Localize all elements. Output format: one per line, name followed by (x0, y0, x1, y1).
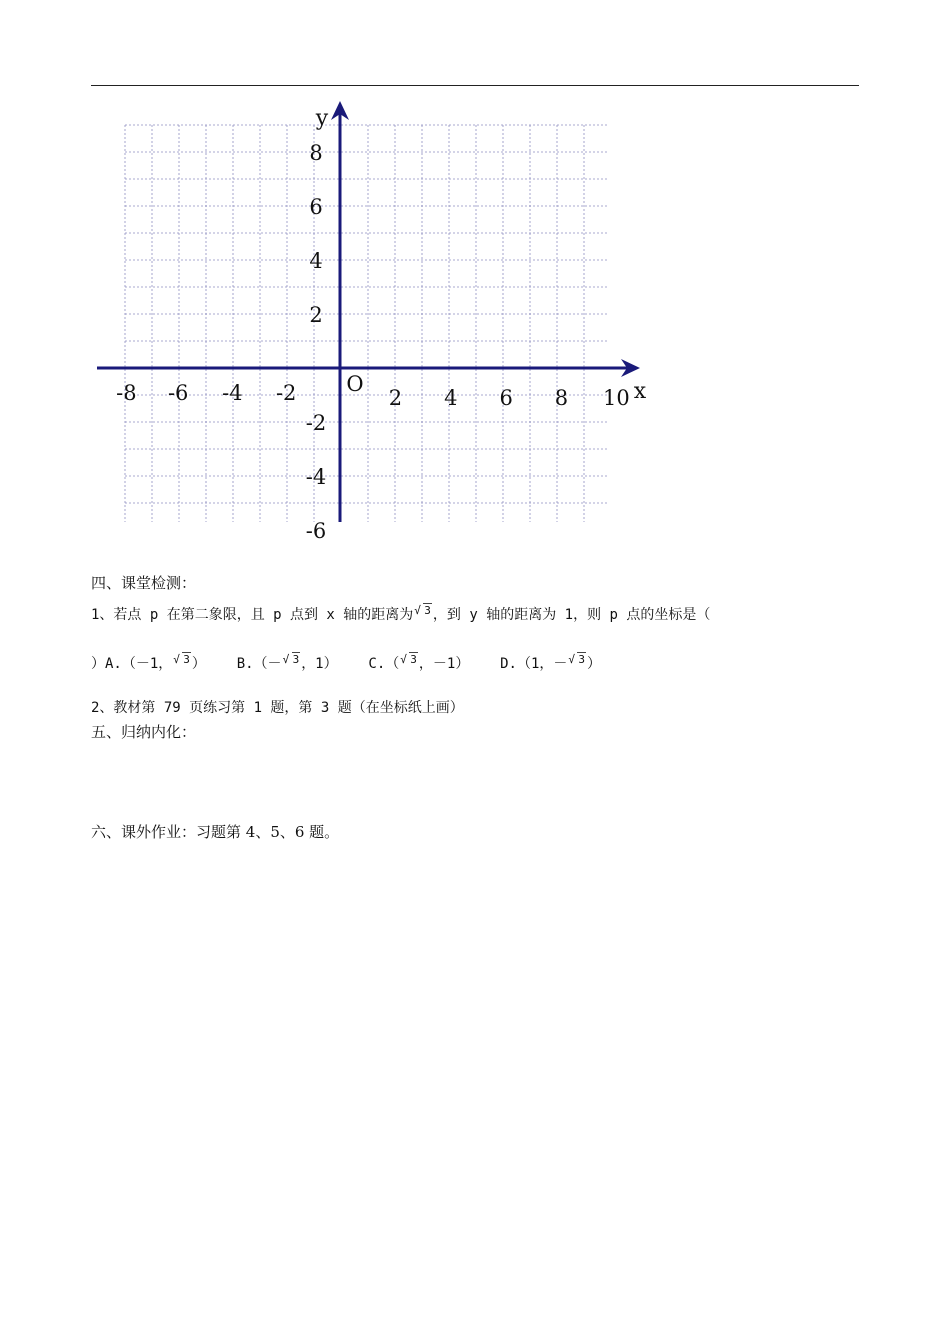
x-tick-label: -8 (116, 381, 137, 405)
y-tick-label: 8 (309, 141, 323, 165)
question-1 (91, 601, 710, 625)
y-tick-label: -4 (305, 465, 327, 489)
option-b: B.（－ √ 3 ，1） (236, 653, 338, 672)
x-tick-label: -4 (222, 381, 243, 405)
x-tick-label: 2 (388, 386, 403, 410)
question-2: 2、教材第 79 页练习第 1 题，第 3 题（在坐标纸上画） (91, 700, 464, 716)
question-1-text-end: ，到 y 轴的距离为 1，则 p 点的坐标是（ (432, 607, 711, 623)
y-tick-label: 6 (309, 195, 323, 219)
x-axis-label: x (633, 379, 647, 404)
x-tick-label: 6 (499, 386, 513, 410)
y-tick-label: -2 (305, 411, 327, 435)
sqrt-symbol: √ 3 (414, 604, 431, 617)
option-d: D.（1，－ √ 3 ） (500, 653, 602, 672)
question-1-text-start: 1、若点 p 在第二象限，且 p 点到 x 轴的距离为 (91, 607, 414, 623)
y-axis-label: y (315, 106, 329, 131)
y-tick-label: 2 (309, 303, 323, 327)
section-5-heading: 五、归纳内化： (91, 723, 197, 741)
section-6-heading: 六、课外作业：习题第 4、5、6 题。 (91, 823, 340, 841)
x-tick-label: -2 (275, 381, 297, 405)
coordinate-grid (95, 100, 655, 543)
y-tick-label: 4 (309, 249, 323, 273)
y-tick-label: -6 (305, 519, 327, 543)
question-1-options (91, 650, 627, 674)
option-a: ）A.（－1， √ 3 ） (91, 653, 206, 672)
x-tick-label: -6 (167, 381, 189, 405)
x-tick-label: 8 (554, 386, 569, 410)
x-tick-label: 10 (603, 386, 630, 410)
option-c: C.（ √ 3 ，－1） (368, 653, 470, 672)
header-rule (91, 85, 859, 86)
origin-label: O (346, 372, 364, 396)
section-4-heading: 四、课堂检测： (91, 574, 197, 592)
x-tick-label: 4 (444, 386, 458, 410)
